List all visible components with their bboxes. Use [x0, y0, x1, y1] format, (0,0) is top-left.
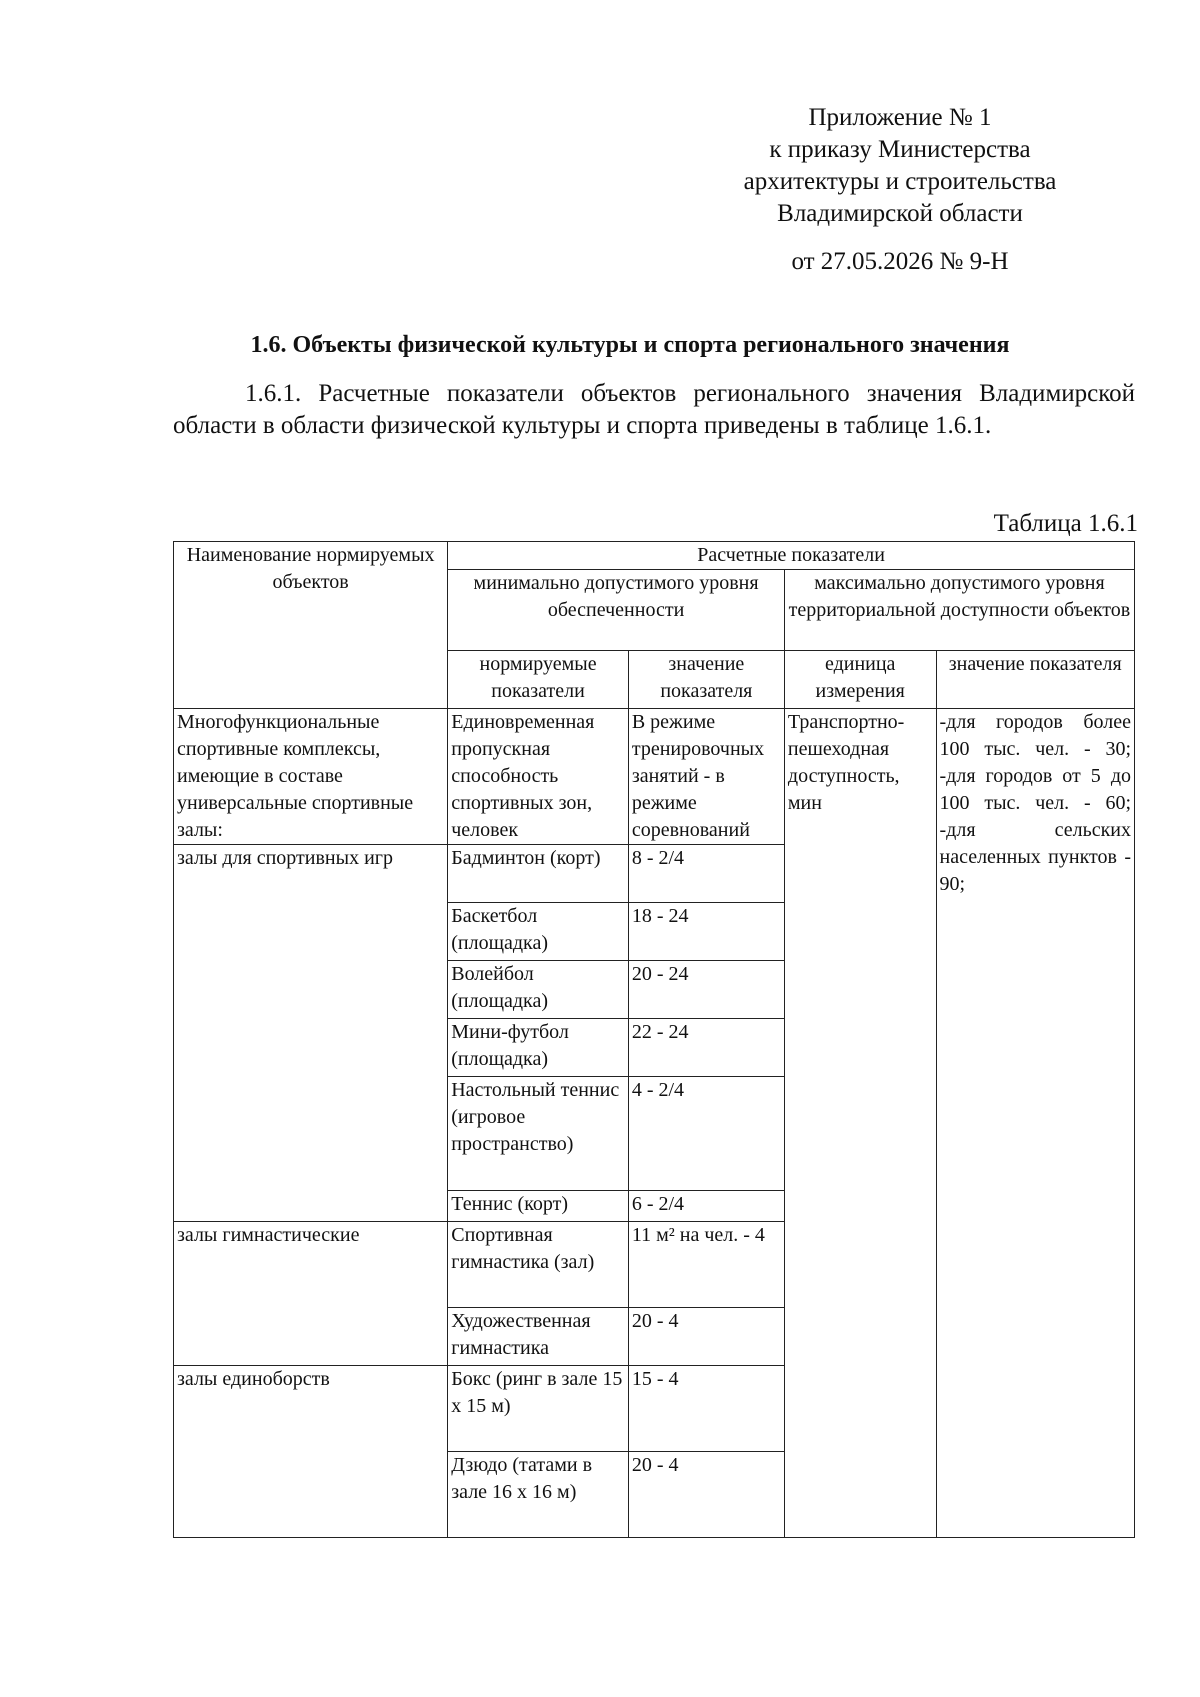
norms-table: [173, 541, 1135, 1538]
item-value: 6 - 2/4: [628, 1191, 784, 1222]
appendix-line: Приложение № 1: [808, 104, 992, 131]
access-line-city-large: -для городов более 100 тыс. чел. - 30;: [939, 711, 1131, 760]
section-heading: 1.6. Объекты физической культуры и спорта регионального значения: [250, 332, 1010, 358]
item-value: 20 - 4: [628, 1308, 784, 1366]
appendix-date: от 27.05.2026 № 9-Н: [791, 248, 1009, 275]
intro-paragraph: 1.6.1. Расчетные показатели объектов регионального значения Владимирской области в области физической культуры и спорта приведены в таблице 1.6.1.: [173, 380, 1135, 439]
item-value: 11 м² на чел. - 4: [628, 1222, 784, 1308]
appendix-line: архитектуры и строительства: [743, 168, 1057, 195]
item-label: Художественная гимнастика: [448, 1308, 629, 1366]
item-value: 20 - 4: [628, 1452, 784, 1538]
group-name-gymnastics: залы гимнастические: [174, 1222, 448, 1366]
appendix-line: Владимирской области: [777, 200, 1023, 227]
item-label: Настольный теннис (игровое пространство): [448, 1077, 629, 1191]
item-label: Мини-футбол (площадка): [448, 1019, 629, 1077]
table-caption: Таблица 1.6.1: [993, 510, 1138, 537]
item-value: 18 - 24: [628, 903, 784, 961]
main-row-value: В режиме тренировочных занятий - в режиме соревнований: [628, 709, 784, 845]
item-value: 4 - 2/4: [628, 1077, 784, 1191]
appendix-line: к приказу Министерства: [769, 136, 1031, 163]
main-row-unit: Транспортно-пешеходная доступность, мин: [784, 709, 936, 1538]
item-value: 20 - 24: [628, 961, 784, 1019]
main-row-name: Многофункциональные спортивные комплексы, имеющие в составе универсальные спортивные залы:: [174, 709, 448, 845]
item-label: Спортивная гимнастика (зал): [448, 1222, 629, 1308]
header-access-value: значение показателя: [936, 651, 1135, 709]
item-value: 22 - 24: [628, 1019, 784, 1077]
header-indicators: Расчетные показатели: [448, 542, 1135, 570]
group-name-martial-arts: залы единоборств: [174, 1366, 448, 1538]
item-value: 8 - 2/4: [628, 845, 784, 903]
header-indicator-value: значение показателя: [628, 651, 784, 709]
access-line-city-small: -для городов от 5 до 100 тыс. чел. - 60;: [939, 765, 1131, 814]
header-unit: единица измерения: [784, 651, 936, 709]
group-name-games: залы для спортивных игр: [174, 845, 448, 1222]
item-label: Баскетбол (площадка): [448, 903, 629, 961]
main-row-indicator: Единовременная пропускная способность спортивных зон, человек: [448, 709, 629, 845]
access-line-rural: -для сельских населенных пунктов - 90;: [939, 819, 1131, 895]
item-label: Теннис (корт): [448, 1191, 629, 1222]
item-label: Дзюдо (татами в зале 16 х 16 м): [448, 1452, 629, 1538]
header-norm-indicators: нормируемые показатели: [448, 651, 629, 709]
appendix-block: [720, 102, 1080, 278]
access-values: [936, 709, 1135, 1538]
item-label: Бадминтон (корт): [448, 845, 629, 903]
item-value: 15 - 4: [628, 1366, 784, 1452]
item-label: Волейбол (площадка): [448, 961, 629, 1019]
header-min-level: минимально допустимого уровня обеспеченности: [448, 570, 785, 651]
header-max-level: максимально допустимого уровня территориальной доступности объектов: [784, 570, 1134, 651]
item-label: Бокс (ринг в зале 15 х 15 м): [448, 1366, 629, 1452]
header-name: Наименование нормируемых объектов: [174, 542, 448, 709]
